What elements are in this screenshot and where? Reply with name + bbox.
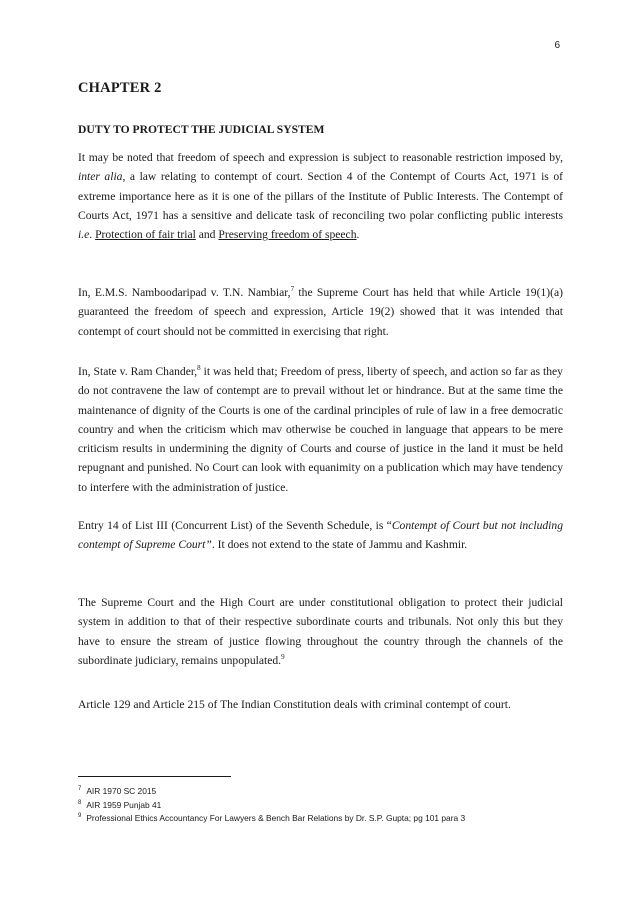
text-run: Entry 14 of List III (Concurrent List) of the Seventh Schedule, is “ (78, 519, 392, 532)
footnote-text: AIR 1970 SC 2015 (86, 786, 157, 796)
text-run: it was held that; Freedom of press, liberty of speech, and action so far as they do not contravene the law of contempt are to prevail without let or hindrance. But at the same time the maintenance of dignity of the Courts is one of the cardinal principles of rule of law in a free democratic country and when the criticism which mav otherwise be couched in language that appears to be mere criticism results in undermining the dignity of Courts and course of justice in the land it must be held repugnant and punished. No Court can look with equanimity on a publication which may have tendency to interfere with the administration of justice. (78, 365, 563, 494)
page-number: 6 (554, 40, 560, 51)
paragraph-freedom-of-speech (78, 148, 563, 244)
text-run: . (356, 228, 360, 242)
paragraph-ram-chander-case (78, 362, 563, 497)
underlined-fair-trial: Protection of fair trial (95, 228, 196, 242)
footnote-ref-7: 7 (290, 285, 295, 294)
footnote-text: Professional Ethics Accountancy For Lawyers & Bench Bar Relations by Dr. S.P. Gupta; pg 101 para 3 (86, 813, 466, 823)
text-run: In, E.M.S. Namboodaripad v. T.N. Nambiar, (78, 286, 291, 299)
text-run: the Supreme Court has held that while Article 19(1)(a) guaranteed the freedom of speech and expression, Article 19(2) showed that it was intended that contempt of court should not be committed in exercising that right. (78, 286, 563, 338)
footnote-number: 9 (78, 813, 82, 820)
footnote-ref-9: 9 (281, 653, 285, 662)
footnote-item (78, 785, 578, 799)
footnote-text: AIR 1959 Punjab 41 (86, 799, 162, 810)
paragraph-entry-14 (78, 516, 563, 555)
text-run: In, State v. Ram Chander, (78, 365, 198, 378)
paragraph-namboodaripad-case (78, 283, 563, 341)
italic-inter-alia: inter alia (78, 170, 123, 184)
footnote-item (78, 812, 578, 826)
text-run: It may be noted that freedom of speech and expression is subject to reasonable restriction imposed by, (78, 151, 563, 164)
footnote-number: 8 (78, 799, 82, 806)
footnote-number: 7 (78, 786, 82, 793)
paragraph-constitutional-obligation (78, 593, 563, 670)
paragraph-article-129-215: Article 129 and Article 215 of The Indian Constitution deals with criminal contempt of court. (78, 698, 511, 711)
italic-quote: Contempt of Court but not including contempt of Supreme Court” (78, 519, 563, 552)
text-run: . (89, 228, 96, 242)
footnote-separator (78, 776, 231, 777)
footnotes (78, 785, 578, 826)
underlined-freedom-of-speech: Preserving freedom of speech (218, 228, 357, 242)
footnote-ref-8: 8 (197, 364, 201, 373)
text-run: The Supreme Court and the High Court are under constitutional obligation to protect their judicial system in addition to that of their respective subordinate courts and tribunals. Not only this but they have to ensure the stream of justice flowing throughout the country through the channels of the subordinate judiciary, remains unpopulated. (78, 596, 563, 667)
text-run: . It does not extend to the state of Jammu and Kashmir. (211, 538, 468, 552)
text-run: and (195, 228, 219, 242)
footnote-item (78, 799, 578, 813)
text-run: , a law relating to contempt of court. Section 4 of the Contempt of Courts Act, 1971 is of extreme importance here as it is one of the pillars of the Institute of Public Interests. The Contempt of Courts Act, 1971 has a sensitive and delicate task of reconciling two polar conflicting public interests (78, 170, 563, 222)
chapter-heading: CHAPTER 2 (78, 80, 162, 96)
italic-ie: i.e (78, 228, 90, 242)
section-heading: DUTY TO PROTECT THE JUDICIAL SYSTEM (78, 123, 325, 136)
